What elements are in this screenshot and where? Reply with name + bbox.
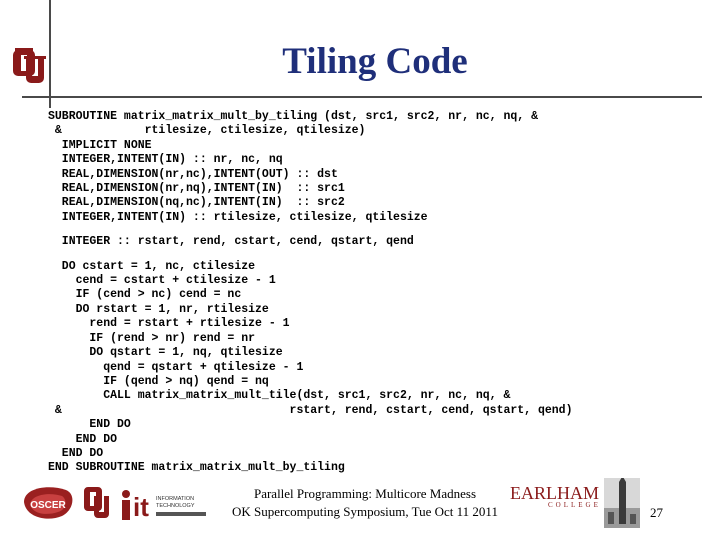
code-line: IF (cend > nc) cend = nc — [48, 288, 242, 302]
code-line — [48, 250, 573, 260]
code-line: IF (rend > nr) rend = nr — [48, 331, 256, 345]
earlham-logo: EARLHAM — [510, 483, 599, 503]
slide-title: Tiling Code — [282, 41, 468, 82]
ou-footer-logo-icon — [84, 484, 114, 524]
code-line: & rstart, rend, cstart, cend, qstart, qend) — [48, 403, 573, 417]
it-sub-label-2: TECHNOLOGY — [156, 503, 195, 509]
oscer-label: OSCER — [30, 500, 66, 511]
code-line: & rtilesize, ctilesize, qtilesize) — [48, 124, 366, 138]
code-line: END DO — [48, 432, 118, 446]
code-line: qend = qstart + qtilesize - 1 — [48, 360, 304, 374]
code-block — [48, 110, 573, 476]
code-line: INTEGER,INTENT(IN) :: nr, nc, nq — [48, 153, 283, 167]
it-sub-label-1: INFORMATION — [156, 496, 195, 502]
horizontal-rule — [22, 96, 702, 98]
code-line: INTEGER :: rstart, rend, cstart, cend, qstart, qend — [48, 235, 414, 249]
code-line: SUBROUTINE matrix_matrix_mult_by_tiling (dst, src1, src2, nr, nc, nq, & — [48, 110, 538, 123]
earlham-college-label: COLLEGE — [548, 501, 601, 509]
code-line: IF (qend > nq) qend = nq — [48, 374, 269, 388]
code-line: DO rstart = 1, nr, rtilesize — [48, 302, 269, 316]
code-line: END SUBROUTINE matrix_matrix_mult_by_tiling — [48, 461, 345, 475]
footer-text — [220, 485, 510, 521]
tower-photo-icon — [604, 478, 640, 528]
code-line: END DO — [48, 418, 131, 432]
code-line: REAL,DIMENSION(nq,nc),INTENT(IN) :: src2 — [48, 196, 345, 210]
code-line: INTEGER,INTENT(IN) :: rtilesize, ctilesize, qtilesize — [48, 210, 428, 224]
code-line: REAL,DIMENSION(nr,nq),INTENT(IN) :: src1 — [48, 182, 345, 196]
code-line: REAL,DIMENSION(nr,nc),INTENT(OUT) :: dst — [48, 167, 338, 181]
code-line: cend = cstart + ctilesize - 1 — [48, 274, 276, 288]
code-line: IMPLICIT NONE — [48, 138, 152, 152]
code-line: DO qstart = 1, nq, qtilesize — [48, 346, 283, 360]
vertical-rule — [49, 0, 51, 108]
page-number: 27 — [650, 505, 663, 520]
code-line: rend = rstart + rtilesize - 1 — [48, 317, 290, 331]
ou-logo-icon — [12, 44, 46, 90]
code-line: CALL matrix_matrix_mult_tile(dst, src1, src2, nr, nc, nq, & — [48, 389, 511, 403]
oscer-logo-icon — [18, 482, 78, 522]
footer-line-2: OK Supercomputing Symposium, Tue Oct 11 2011 — [232, 504, 498, 519]
code-line: END DO — [48, 446, 104, 460]
it-label: it — [133, 492, 149, 522]
it-logo-icon — [120, 486, 212, 522]
code-line: DO cstart = 1, nc, ctilesize — [48, 259, 256, 273]
footer-line-1: Parallel Programming: Multicore Madness — [253, 486, 477, 501]
code-line — [48, 225, 573, 235]
